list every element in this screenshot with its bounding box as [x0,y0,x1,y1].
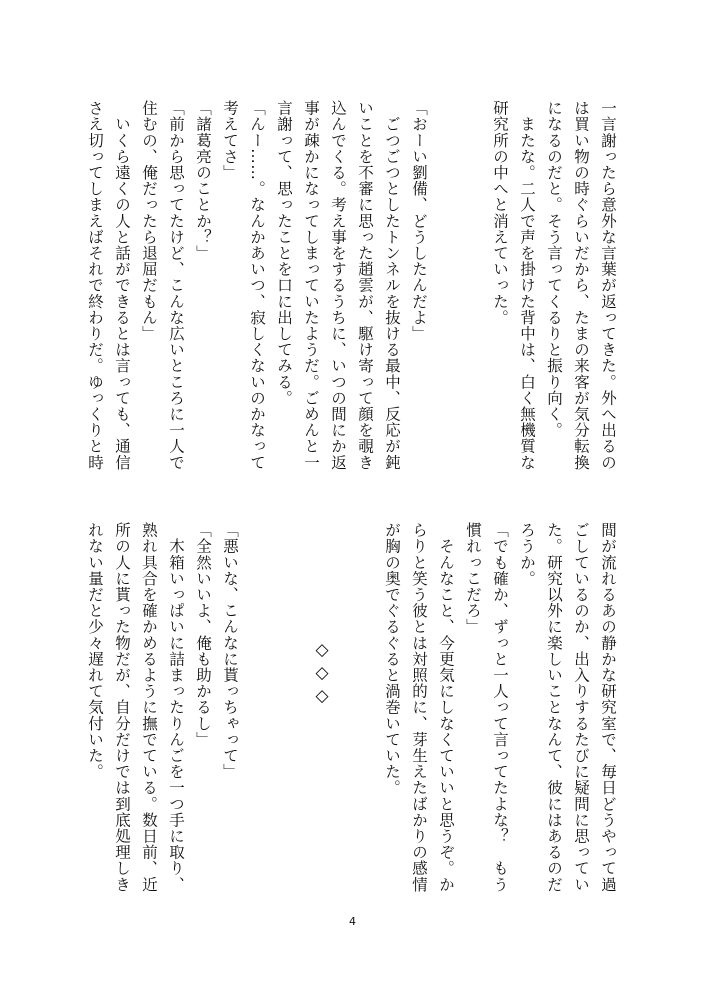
text-line: ごしているのか、出入りするたびに疑問に思ってい [572,522,590,893]
text-line: れない量だと少々遅れて気付いた。 [86,522,104,780]
text-line [459,100,486,476]
text-line [324,522,351,898]
text-line: 木箱いっぱいに詰まったりんごを一つ手に取り、 [167,522,185,893]
text-line: 慣れっこだろ」 [464,522,482,635]
text-line: らりと笑う彼とは対照的に、芽生えたばかりの感情 [410,522,428,893]
scene-break-marker: ◇◇◇ [312,640,332,709]
text-line: が胸の奥でぐるぐると渦巻いていた。 [383,522,401,796]
text-line: 「んー……。なんかあいつ、寂しくないのかなって [248,100,266,471]
text-line: 込んでくる。考え事をするうちに、いつの間にか返 [329,100,347,471]
text-line: さえ切ってしまえばそれで終わりだ。ゆっくりと時 [86,100,104,471]
text-line: 「前から思ってたけど、こんな広いところに一人で [167,100,185,471]
text-line: 「でも確か、ずっと一人って言ってたよな？ もう [491,522,509,893]
text-line: 「悪いな、こんなに貰っちゃって」 [221,522,239,780]
text-line [432,100,459,476]
text-line [351,522,378,898]
text-line: は買い物の時ぐらいだから、たまの来客が気分転換 [572,100,590,471]
text-block-bottom [86,522,621,898]
text-line: そんなこと、今更気にしなくていいと思うぞ。か [437,522,455,893]
text-line [297,522,324,898]
text-line: いくら遠くの人と話ができるとは言っても、通信 [113,100,131,471]
text-line: 間が流れるあの静かな研究室で、毎日どうやって過 [599,522,617,893]
text-block-top [86,100,621,476]
text-line: またな。二人で声を掛けた背中は、白く無機質な [518,100,536,471]
text-line [270,522,297,898]
page-number: 4 [349,915,356,928]
text-line: 熟れ具合を確かめるように撫でている。数日前、近 [140,522,158,893]
text-line: いことを不審に思った趙雲が、駆け寄って顔を覗き [356,100,374,471]
text-line: 住むの、俺だったら退屈だもん」 [140,100,158,342]
text-line: ろうか。 [518,522,536,587]
text-line: た。研究以外に楽しいことなんて、彼にはあるのだ [545,522,563,893]
text-line: 考えてさ」 [221,100,239,181]
text-line: 事が疎かになってしまっていたようだ。ごめんと一 [302,100,320,471]
text-line: 言謝って、思ったことを口に出してみる。 [275,100,293,406]
text-line: になるのだと。そう言ってくるりと振り向く。 [545,100,563,439]
text-line: 「おーい劉備、どうしたんだよ」 [410,100,428,342]
text-line: 「諸葛亮のことか？」 [194,100,212,261]
text-line: ごつごつとしたトンネルを抜ける最中、反応が鈍 [383,100,401,471]
text-line [243,522,270,898]
text-line: 「全然いいよ、俺も助かるし」 [194,522,212,748]
text-line: 研究所の中へと消えていった。 [491,100,509,326]
text-line: 一言謝ったら意外な言葉が返ってきた。外へ出るの [599,100,617,471]
text-line: 所の人に貰った物だが、自分だけでは到底処理しき [113,522,131,893]
